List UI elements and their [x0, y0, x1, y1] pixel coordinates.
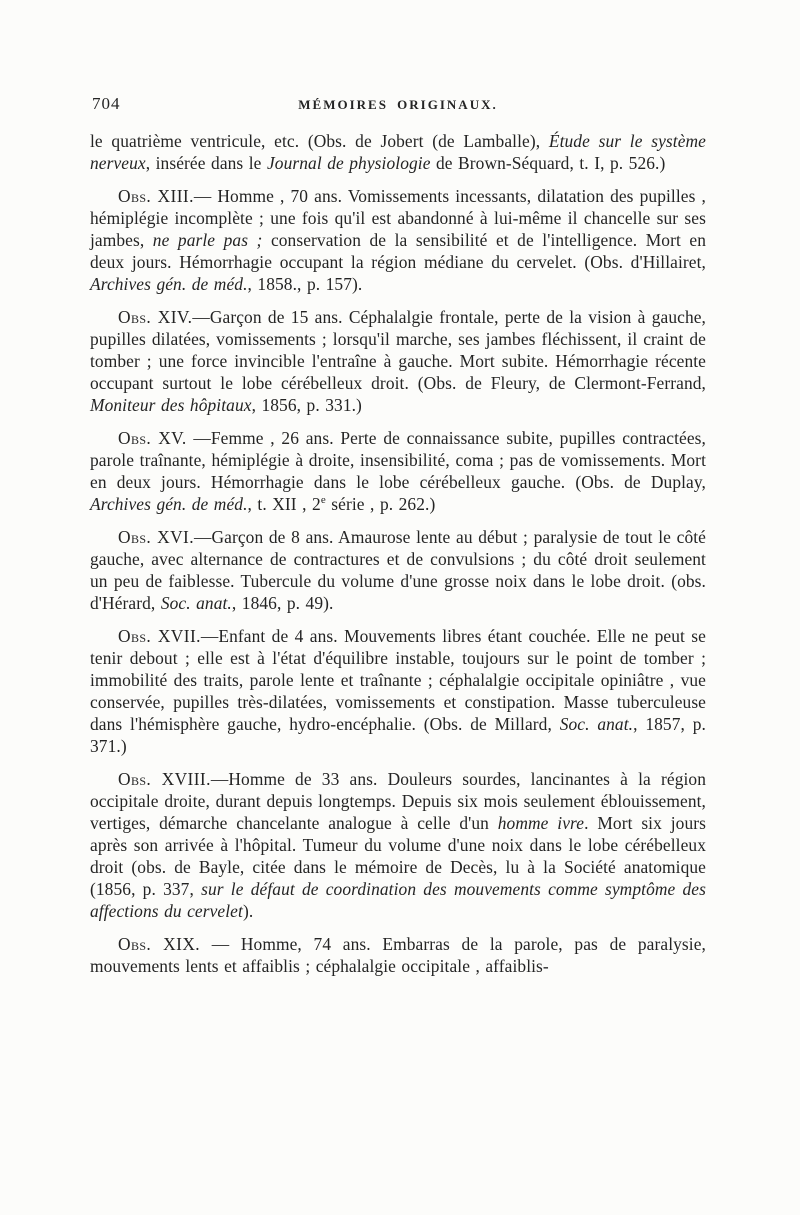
- text-run: —Homme de 33 ans. Douleurs sourdes, lancinantes à la région occipitale droite, durant depuis longtemps. Depuis six mois seulement éblouissement, vertiges, démarche chancelante analogue à celle d'un: [90, 769, 707, 833]
- body-text: [90, 130, 706, 977]
- paragraph: [90, 185, 706, 295]
- text-run: conservation de la sensibilité et de l'intelligence. Mort en deux jours. Hémorrhagie occupant la région médiane du cervelet. (Obs. d'Hillairet,: [90, 230, 706, 272]
- page-header: [90, 94, 706, 114]
- text-run: ).: [242, 901, 254, 921]
- paragraph: [90, 526, 706, 614]
- italic-citation: sur le défaut de coordination des mouvements comme symptôme des affections du cervelet: [90, 879, 706, 921]
- paragraph: [90, 625, 706, 757]
- text-run: série , p. 262.): [325, 494, 436, 514]
- paragraph: [90, 933, 706, 977]
- paragraph: [90, 427, 706, 515]
- paragraph: [90, 768, 706, 922]
- paragraph: [90, 306, 706, 416]
- italic-citation: Soc. anat.: [559, 714, 634, 734]
- italic-citation: Soc. anat.: [160, 593, 232, 613]
- italic-citation: Moniteur des hôpitaux: [90, 395, 252, 415]
- text-run: —Garçon de 8 ans. Amaurose lente au début ; paralysie de tout le côté gauche, avec alternance de contractures et de convulsions ; du côté droit seulement un peu de faiblesse. Tubercule du volume d'une grosse noix dans le lobe droit. (obs. d'Hérard,: [90, 527, 706, 613]
- text-run: —Femme , 26 ans. Perte de connaissance subite, pupilles contractées, parole traînante, hémiplégie à droite, insensibilité, coma ; pas de vomissements. Mort en deux jours. Hémorrhagie dans le lobe cérébelleux gauche. (Obs. de Duplay,: [90, 428, 706, 492]
- text-run: —Garçon de 15 ans. Céphalalgie frontale, perte de la vision à gauche, pupilles dilatées, vomissements ; lorsqu'il marche, ses jambes fléchissent, il craint de tomber ; une force invincible l'entraîne à gauche. Mort subite. Hémorrhagie récente occupant surtout le lobe cérébelleux droit. (Obs. de Fleury, de Clermont-Ferrand,: [90, 307, 707, 393]
- italic-citation: Archives gén. de méd.: [90, 494, 248, 514]
- text-run: , insérée dans le: [145, 153, 267, 173]
- italic-citation: ne parle pas ;: [152, 230, 263, 250]
- text-run: , 1846, p. 49).: [231, 593, 334, 613]
- text-run: , 1857, p. 371.): [90, 714, 706, 756]
- page-number: 704: [92, 94, 121, 113]
- text-run: . Mort six jours après son arrivée à l'hôpital. Tumeur du volume d'une noix dans le lobe cérébelleux droit (obs. de Bayle, citée dans le mémoire de Decès, lu à la Société anatomique (1856, p. 337,: [90, 813, 706, 899]
- italic-citation: homme ivre: [497, 813, 585, 833]
- italic-citation: Archives gén. de méd.: [90, 274, 248, 294]
- text-run: le quatrième ventricule, etc. (Obs. de Jobert (de Lamballe),: [90, 131, 549, 151]
- paragraph: [90, 130, 706, 174]
- text-run: — Homme, 74 ans. Embarras de la parole, pas de paralysie, mouvements lents et affaiblis ; céphalalgie occipitale , affaiblis-: [90, 934, 706, 976]
- observation-label: Obs. XIII.: [118, 186, 194, 206]
- observation-label: Obs. XVI.: [118, 527, 194, 547]
- observation-label: Obs. XVII.: [118, 626, 201, 646]
- italic-citation: Étude sur le système nerveux: [90, 131, 706, 173]
- superscript: e: [320, 494, 326, 507]
- text-run: — Homme , 70 ans. Vomissements incessants, dilatation des pupilles , hémiplégie incomplète ; une fois qu'il est abandonné à lui-même il chancelle sur ses jambes,: [90, 186, 707, 250]
- text-run: de Brown-Séquard, t. I, p. 526.): [430, 153, 666, 173]
- text-run: , 1858., p. 157).: [247, 274, 363, 294]
- italic-citation: Journal de physiologie: [266, 153, 431, 173]
- running-head: MÉMOIRES ORIGINAUX.: [298, 97, 498, 112]
- text-run: —Enfant de 4 ans. Mouvements libres étant couchée. Elle ne peut se tenir debout ; elle est à l'état d'équilibre instable, toujours sur le point de tomber ; immobilité des traits, parole lente et traînante ; céphalalgie occipitale opiniâtre , vue conservée, pupilles très-dilatées, vomissements et constipation. Masse tuberculeuse dans l'hémisphère gauche, hydro-encéphalie. (Obs. de Millard,: [90, 626, 706, 734]
- observation-label: Obs. XVIII.: [118, 769, 211, 789]
- observation-label: Obs. XV.: [118, 428, 187, 448]
- text-run: , t. XII , 2: [247, 494, 321, 514]
- observation-label: Obs. XIV.: [118, 307, 193, 327]
- text-run: , 1856, p. 331.): [251, 395, 362, 415]
- observation-label: Obs. XIX.: [118, 934, 201, 954]
